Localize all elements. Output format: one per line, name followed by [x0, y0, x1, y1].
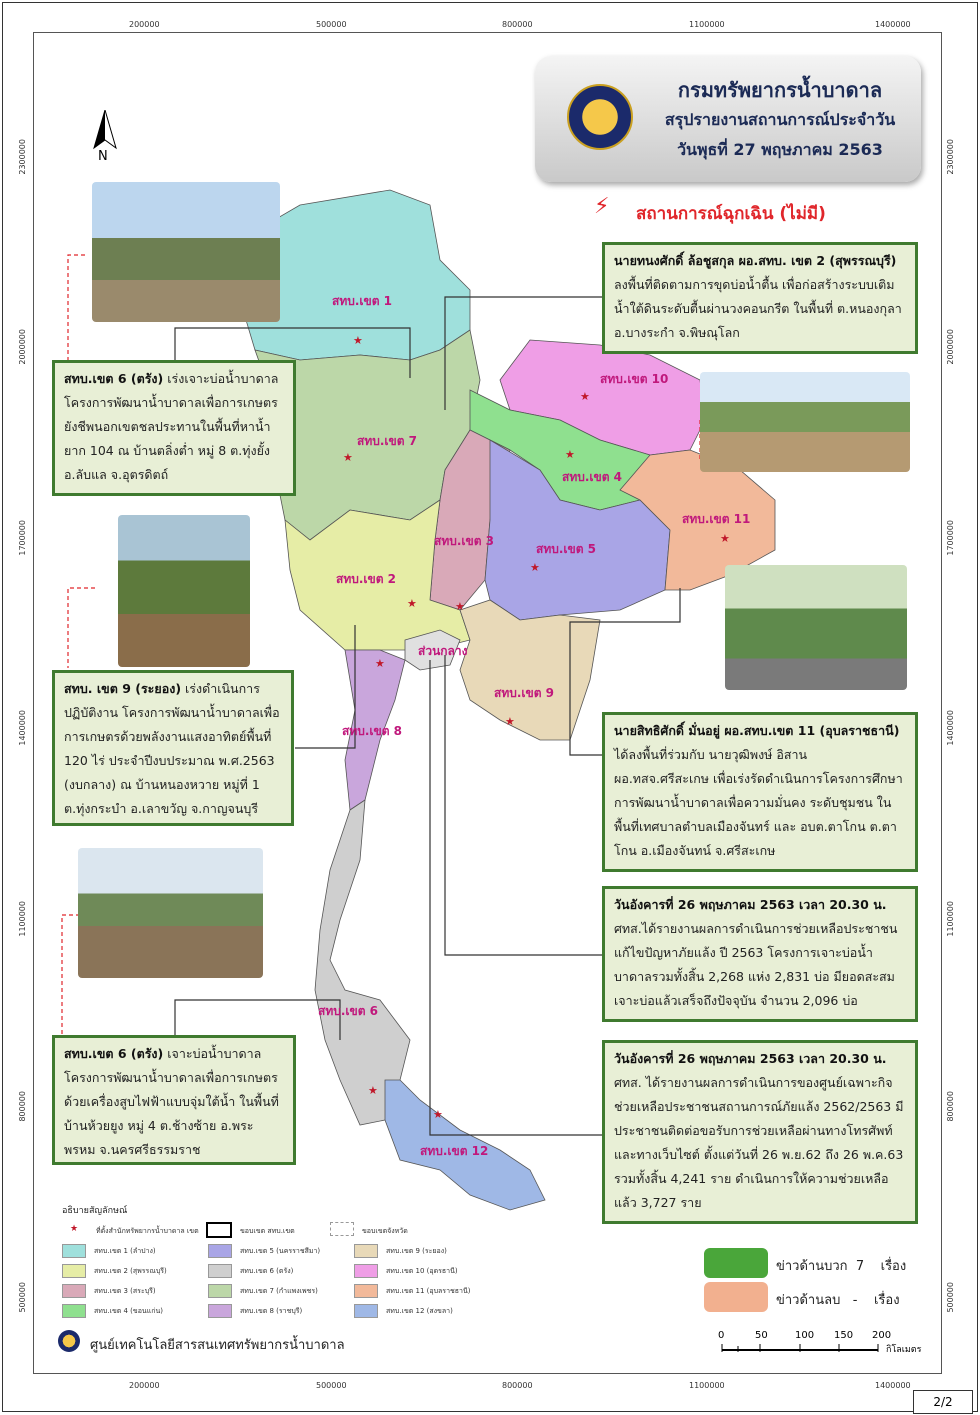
legend-title: อธิบายสัญลักษณ์ — [62, 1206, 128, 1216]
photo-drilling-rig-2 — [118, 515, 250, 667]
region-label-1: สทบ.เขต 1 — [332, 294, 393, 308]
legend-region-boundary-label: ขอบเขต สทบ.เขต — [240, 1227, 295, 1235]
scale-tick-label: 100 — [795, 1330, 815, 1341]
region-label-2: สทบ.เขต 2 — [336, 572, 397, 586]
box3-heading: สทบ. เขต 9 (ระยอง) — [64, 681, 182, 696]
grid-tick-label-bottom: 500000 — [316, 1381, 347, 1390]
region-label-7: สทบ.เขต 7 — [357, 434, 418, 448]
legend-label: สทบ.เขต 4 (ขอนแก่น) — [94, 1307, 163, 1315]
office-star-11: ★ — [720, 532, 730, 545]
grid-tick-label-right: 500000 — [946, 1282, 955, 1313]
grid-tick-label-left: 1400000 — [18, 710, 27, 746]
legend-region-boundary-swatch — [206, 1222, 232, 1238]
region-label-5: สทบ.เขต 5 — [536, 542, 597, 556]
box1-text: เร่งเจาะบ่อน้ำบาดาล โครงการพัฒนาน้ำบาดาลเพื่อการเกษตรยังชีพนอกเขตชลประทานในพื้นที่หาน้ำยาก 104 ณ บ้านตลิ่งต่ำ หมู่ 8 ต.ทุ่งยั้ง อ.ลับแล จ.อุตรดิตถ์ — [64, 371, 279, 482]
office-star-9: ★ — [505, 715, 515, 728]
box5-text: ศทส.ได้รายงานผลการดำเนินการช่วยเหลือประชาชนแก้ไขปัญหาภัยแล้ง ปี 2563 โครงการเจาะบ่อน้ำบาดาลรวมทั้งสิ้น 2,268 แห่ง 2,831 บ่อ มียอดสะสมเจาะบ่อแล้วเสร็จถึงปัจจุบัน จำนวน 2,096 บ่อ — [614, 921, 898, 1008]
office-star-4: ★ — [565, 448, 575, 461]
region-label-6: สทบ.เขต 6 — [318, 1004, 379, 1018]
info-box-help-center-report — [602, 1040, 918, 1224]
legend-swatch — [208, 1304, 232, 1318]
region-6-shape — [315, 800, 410, 1125]
box3-text: เร่งดำเนินการปฏิบัติงาน โครงการพัฒนาน้ำบาดาลเพื่อการเกษตรด้วยพลังงานแสงอาทิตย์พื้นที่ 120 ไร่ ประจำปีงบประมาณ พ.ศ.2563 (งบกลาง) ณ บ้านหนองหวาย หมู่ที่ 1 ต.ทุ่งกระบำ อ.เลาขวัญ จ.กาญจนบุรี — [64, 681, 280, 816]
office-star-6: ★ — [368, 1084, 378, 1097]
grid-tick-label-right: 2000000 — [946, 329, 955, 365]
box2-heading: นายทนงศักดิ์ ล้อชูสกุล ผอ.สทบ. เขต 2 (สุพรรณบุรี) — [614, 253, 897, 268]
grid-tick-label-right: 1100000 — [946, 901, 955, 937]
legend-swatch — [62, 1264, 86, 1278]
grid-tick-label-left: 800000 — [18, 1091, 27, 1122]
scale-tick-label: 0 — [718, 1330, 725, 1341]
scale-unit: กิโลเมตร — [886, 1345, 922, 1355]
legend-province-boundary-label: ขอบเขตจังหวัด — [362, 1227, 408, 1235]
legend-label: สทบ.เขต 7 (กำแพงเพชร) — [240, 1287, 318, 1295]
legend-swatch — [354, 1264, 378, 1278]
info-box-region6-trang-1 — [52, 360, 296, 496]
legend-label: สทบ.เขต 10 (อุดรธานี) — [386, 1267, 458, 1275]
grid-tick-label-right: 1400000 — [946, 710, 955, 746]
legend-swatch — [62, 1284, 86, 1298]
grid-tick-label-left: 1700000 — [18, 520, 27, 556]
negative-news-row — [776, 1289, 900, 1310]
scale-tick-label: 200 — [872, 1330, 892, 1341]
info-box-region2-director — [602, 242, 918, 354]
info-box-drilling-report — [602, 886, 918, 1022]
scale-tick-label: 50 — [755, 1330, 768, 1341]
office-star-1: ★ — [353, 334, 363, 347]
report-header — [535, 56, 921, 182]
legend-label: สทบ.เขต 12 (สงขลา) — [386, 1307, 453, 1315]
positive-news-label: ข่าวด้านบวก — [776, 1259, 848, 1274]
region-label-3: สทบ.เขต 3 — [434, 534, 495, 548]
photo-drilling-site-3 — [78, 848, 263, 978]
grid-tick-label-top: 500000 — [316, 20, 347, 29]
emergency-status: สถานการณ์ฉุกเฉิน (ไม่มี) — [636, 204, 826, 224]
photo-drilling-rig-1 — [92, 182, 280, 322]
legend-swatch — [208, 1244, 232, 1258]
negative-news-swatch — [704, 1282, 768, 1312]
grid-tick-label-bottom: 1100000 — [689, 1381, 725, 1390]
grid-tick-label-right: 1700000 — [946, 520, 955, 556]
region-label-11: สทบ.เขต 11 — [682, 512, 751, 526]
box4-heading: นายสิทธิศักดิ์ มั่นอยู่ ผอ.สทบ.เขต 11 (อุบลราชธานี) — [614, 723, 900, 738]
box1-heading: สทบ.เขต 6 (ตรัง) — [64, 371, 164, 386]
legend-office-star-icon: ★ — [70, 1224, 79, 1234]
north-arrow — [92, 110, 118, 164]
positive-news-row — [776, 1255, 906, 1276]
grid-tick-label-left: 1100000 — [18, 901, 27, 937]
box4-text: ได้ลงพื้นที่ร่วมกับ นายวุฒิพงษ์ อิสาน ผอ.ทสจ.ศรีสะเกษ เพื่อเร่งรัดดำเนินการโครงการศึกษาการพัฒนาน้ำบาดาลเพื่อความมั่นคง ระดับชุมชน ในพื้นที่เทศบาลตำบลเมืองจันทร์ และ อบต.ตาโกน ต.ตาโกน อ.เมืองจันทน์ จ.ศรีสะเกษ — [614, 747, 903, 858]
region-label-12: สทบ.เขต 12 — [420, 1144, 489, 1158]
grid-tick-label-top: 800000 — [502, 20, 533, 29]
legend-label: สทบ.เขต 1 (ลำปาง) — [94, 1247, 156, 1255]
office-star-10: ★ — [580, 390, 590, 403]
box7-text: เจาะบ่อน้ำบาดาลโครงการพัฒนาน้ำบาดาลเพื่อการเกษตรด้วยเครื่องสูบไฟฟ้าแบบจุ่มใต้น้ำ ในพื้นที่บ้านห้วยยูง หมู่ 4 ต.ช้างซ้าย อ.พระพรหม จ.นครศรีธรรมราช — [64, 1046, 279, 1157]
region-label-central: ส่วนกลาง — [418, 644, 468, 658]
office-star-12: ★ — [433, 1108, 443, 1121]
grid-tick-label-top: 200000 — [129, 20, 160, 29]
office-star-5: ★ — [530, 561, 540, 574]
legend-label: สทบ.เขต 5 (นครราชสีมา) — [240, 1247, 321, 1255]
box7-heading: สทบ.เขต 6 (ตรัง) — [64, 1046, 164, 1061]
legend-label: สทบ.เขต 11 (อุบลราชธานี) — [386, 1287, 471, 1295]
grid-tick-label-bottom: 800000 — [502, 1381, 533, 1390]
lightning-icon: ⚡ — [594, 194, 610, 219]
region-label-9: สทบ.เขต 9 — [494, 686, 555, 700]
grid-tick-label-top: 1400000 — [875, 20, 911, 29]
box6-heading: วันอังคารที่ 26 พฤษภาคม 2563 เวลา 20.30 น. — [614, 1051, 887, 1066]
grid-tick-label-top: 1100000 — [689, 20, 725, 29]
box6-text: ศทส. ได้รายงานผลการดำเนินการของศูนย์เฉพาะกิจช่วยเหลือประชาชนสถานการณ์ภัยแล้ง 2562/2563 มีประชาชนติดต่อขอรับการช่วยเหลือผ่านทางโทรศัพท์และทางเว็บไซต์ ตั้งแต่วันที่ 26 พ.ย.62 ถึง 26 พ.ค.63 รวมทั้งสิ้น 4,241 ราย ดำเนินการให้ความช่วยเหลือแล้ว 3,727 ราย — [614, 1075, 904, 1210]
department-logo-icon — [567, 84, 633, 150]
info-box-region6-trang-2 — [52, 1035, 296, 1165]
negative-news-label: ข่าวด้านลบ — [776, 1293, 841, 1308]
region-label-4: สทบ.เขต 4 — [562, 470, 623, 484]
legend-label: สทบ.เขต 8 (ราชบุรี) — [240, 1307, 303, 1315]
office-star-3: ★ — [455, 600, 465, 613]
grid-tick-label-left: 2000000 — [18, 329, 27, 365]
region-label-10: สทบ.เขต 10 — [600, 372, 669, 386]
negative-news-unit: เรื่อง — [873, 1293, 900, 1308]
footer-organization: ศูนย์เทคโนโลยีสารสนเทศทรัพยากรน้ำบาดาล — [90, 1338, 345, 1353]
footer-logo-icon — [58, 1330, 80, 1352]
legend-swatch — [354, 1244, 378, 1258]
legend-label: สทบ.เขต 3 (สระบุรี) — [94, 1287, 156, 1295]
box2-text: ลงพื้นที่ติดตามการขุดบ่อน้ำตื้น เพื่อก่อสร้างระบบเติมน้ำใต้ดินระดับตื้นผ่านวงคอนกรีต ในพื้นที่ ต.หนองกุลา อ.บางระกำ จ.พิษณุโลก — [614, 277, 902, 340]
legend-swatch — [62, 1304, 86, 1318]
legend-label: สทบ.เขต 2 (สุพรรณบุรี) — [94, 1267, 167, 1275]
north-label: N — [98, 149, 108, 160]
grid-tick-label-right: 800000 — [946, 1091, 955, 1122]
office-star-2: ★ — [407, 597, 417, 610]
region-label-8: สทบ.เขต 8 — [342, 724, 403, 738]
positive-news-count: 7 — [855, 1259, 865, 1274]
box5-heading: วันอังคารที่ 26 พฤษภาคม 2563 เวลา 20.30 น. — [614, 897, 887, 912]
legend-swatch — [354, 1304, 378, 1318]
legend-province-boundary-swatch — [330, 1222, 354, 1236]
grid-tick-label-bottom: 200000 — [129, 1381, 160, 1390]
page-number: 2/2 — [913, 1390, 973, 1414]
positive-news-unit: เรื่อง — [880, 1259, 907, 1274]
legend-swatch — [208, 1284, 232, 1298]
office-star-7: ★ — [343, 451, 353, 464]
legend-swatch — [62, 1244, 86, 1258]
scale-tick-label: 150 — [834, 1330, 854, 1341]
office-star-8: ★ — [375, 657, 385, 670]
info-box-region11-director — [602, 712, 918, 872]
positive-news-swatch — [704, 1248, 768, 1278]
legend-label: สทบ.เขต 9 (ระยอง) — [386, 1247, 447, 1255]
photo-site-visit — [725, 565, 907, 690]
grid-tick-label-bottom: 1400000 — [875, 1381, 911, 1390]
grid-tick-label-left: 2300000 — [18, 139, 27, 175]
legend-swatch — [208, 1264, 232, 1278]
header-subtitle: สรุปรายงานสถานการณ์ประจำวัน — [664, 110, 896, 129]
region-9-shape — [460, 600, 600, 740]
legend-label: สทบ.เขต 6 (ตรัง) — [240, 1267, 294, 1275]
info-box-region9-rayong — [52, 670, 294, 826]
legend-office-label: ที่ตั้งสำนักทรัพยากรน้ำบาดาล เขต — [96, 1227, 199, 1235]
grid-tick-label-right: 2300000 — [946, 139, 955, 175]
negative-news-count: - — [852, 1293, 858, 1308]
legend-swatch — [354, 1284, 378, 1298]
grid-tick-label-left: 500000 — [18, 1282, 27, 1313]
header-title: กรมทรัพยากรน้ำบาดาล — [677, 78, 883, 102]
photo-concrete-rings — [700, 372, 910, 472]
header-date: วันพุธที่ 27 พฤษภาคม 2563 — [677, 140, 883, 159]
